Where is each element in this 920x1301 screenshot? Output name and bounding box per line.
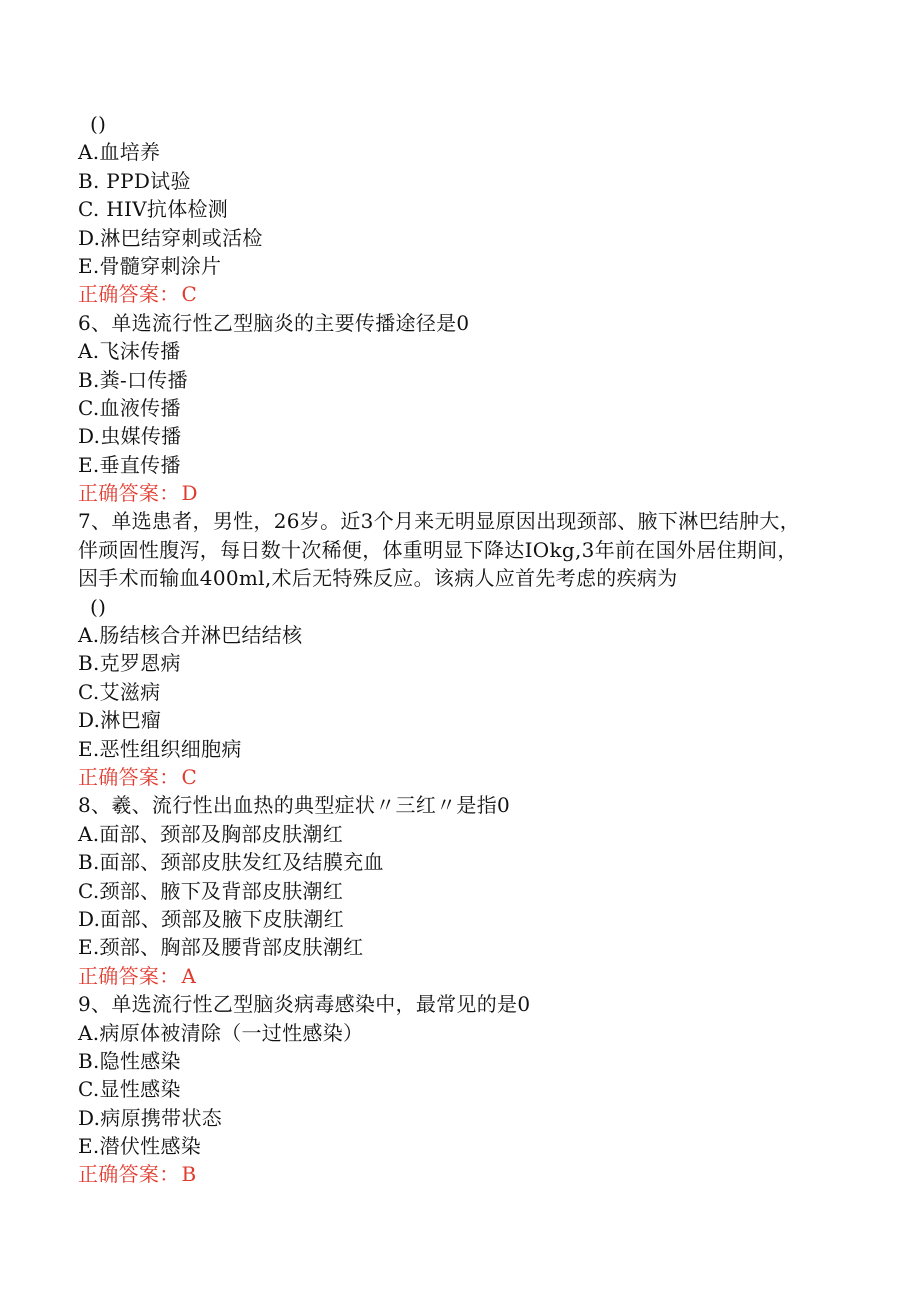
option-c: C.颈部、腋下及背部皮肤潮红 [78,878,344,903]
option-c: C. HIV抗体检测 [78,197,229,222]
option-a: A.血培养 [78,140,161,165]
option-c: C.艾滋病 [78,679,161,704]
option-a: A.肠结核合并淋巴结结核 [78,623,303,648]
option-b: B.面部、颈部皮肤发红及结膜充血 [78,850,384,875]
correct-answer-label: 正确答案： [78,963,180,988]
correct-answer [78,1160,898,1188]
correct-answer-label: 正确答案： [78,764,180,789]
question-block-7 [78,507,898,791]
option-e: E.骨髓穿刺涂片 [78,253,222,278]
option-a: A.病原体被清除（一过性感染） [78,1020,364,1045]
question-stem: 9、单选流行性乙型脑炎病毒感染中，最常见的是0 [78,992,531,1017]
question-stem: 6、单选流行性乙型脑炎的主要传播途径是0 [78,310,470,335]
answer-paren: () [90,112,107,136]
question-stem-line-3: 因手术而输血400ml,术后无特殊反应。该病人应首先考虑的疾病为 [78,566,678,591]
correct-answer-label: 正确答案： [78,1162,180,1187]
correct-answer-label: 正确答案： [78,481,180,506]
question-block-6 [78,309,898,508]
correct-answer [78,280,898,308]
option-c: C.血液传播 [78,395,181,420]
option-b: B.隐性感染 [78,1048,181,1073]
correct-answer [78,962,898,990]
option-a: A.面部、颈部及胸部皮肤潮红 [78,821,344,846]
question-stem: 8、羲、流行性出血热的典型症状〃三红〃是指0 [78,793,511,818]
option-a: A.飞沫传播 [78,339,181,364]
correct-answer [78,479,898,507]
correct-answer-value: C [181,282,198,307]
option-d: D.面部、颈部及腋下皮肤潮红 [78,906,344,931]
question-block-5 [78,110,898,309]
correct-answer-value: D [181,481,198,506]
correct-answer-value: C [181,764,198,789]
option-e: E.潜伏性感染 [78,1134,202,1159]
option-e: E.恶性组织细胞病 [78,736,242,761]
document-page [78,110,898,1189]
option-e: E.颈部、胸部及腰背部皮肤潮红 [78,935,364,960]
option-c: C.显性感染 [78,1077,181,1102]
option-d: D.淋巴瘤 [78,708,162,733]
option-d: D.虫媒传播 [78,424,182,449]
option-b: B. PPD试验 [78,168,191,193]
correct-answer-value: A [181,963,197,988]
option-b: B.粪-口传播 [78,367,188,392]
option-b: B.克罗恩病 [78,651,181,676]
option-e: E.垂直传播 [78,452,181,477]
correct-answer-value: B [181,1162,197,1187]
question-block-8 [78,791,898,990]
correct-answer-label: 正确答案： [78,282,180,307]
option-d: D.淋巴结穿刺或活检 [78,225,263,250]
answer-paren: () [90,594,107,619]
option-d: D.病原携带状态 [78,1105,223,1130]
question-stem-line-2: 伴顽固性腹泻，每日数十次稀便，体重明显下降达IOkg,3年前在国外居住期间， [78,537,798,562]
correct-answer [78,763,898,791]
question-block-9 [78,990,898,1189]
question-stem-line-1: 7、单选患者，男性，26岁。近3个月来无明显原因出现颈部、腋下淋巴结肿大， [78,509,800,534]
